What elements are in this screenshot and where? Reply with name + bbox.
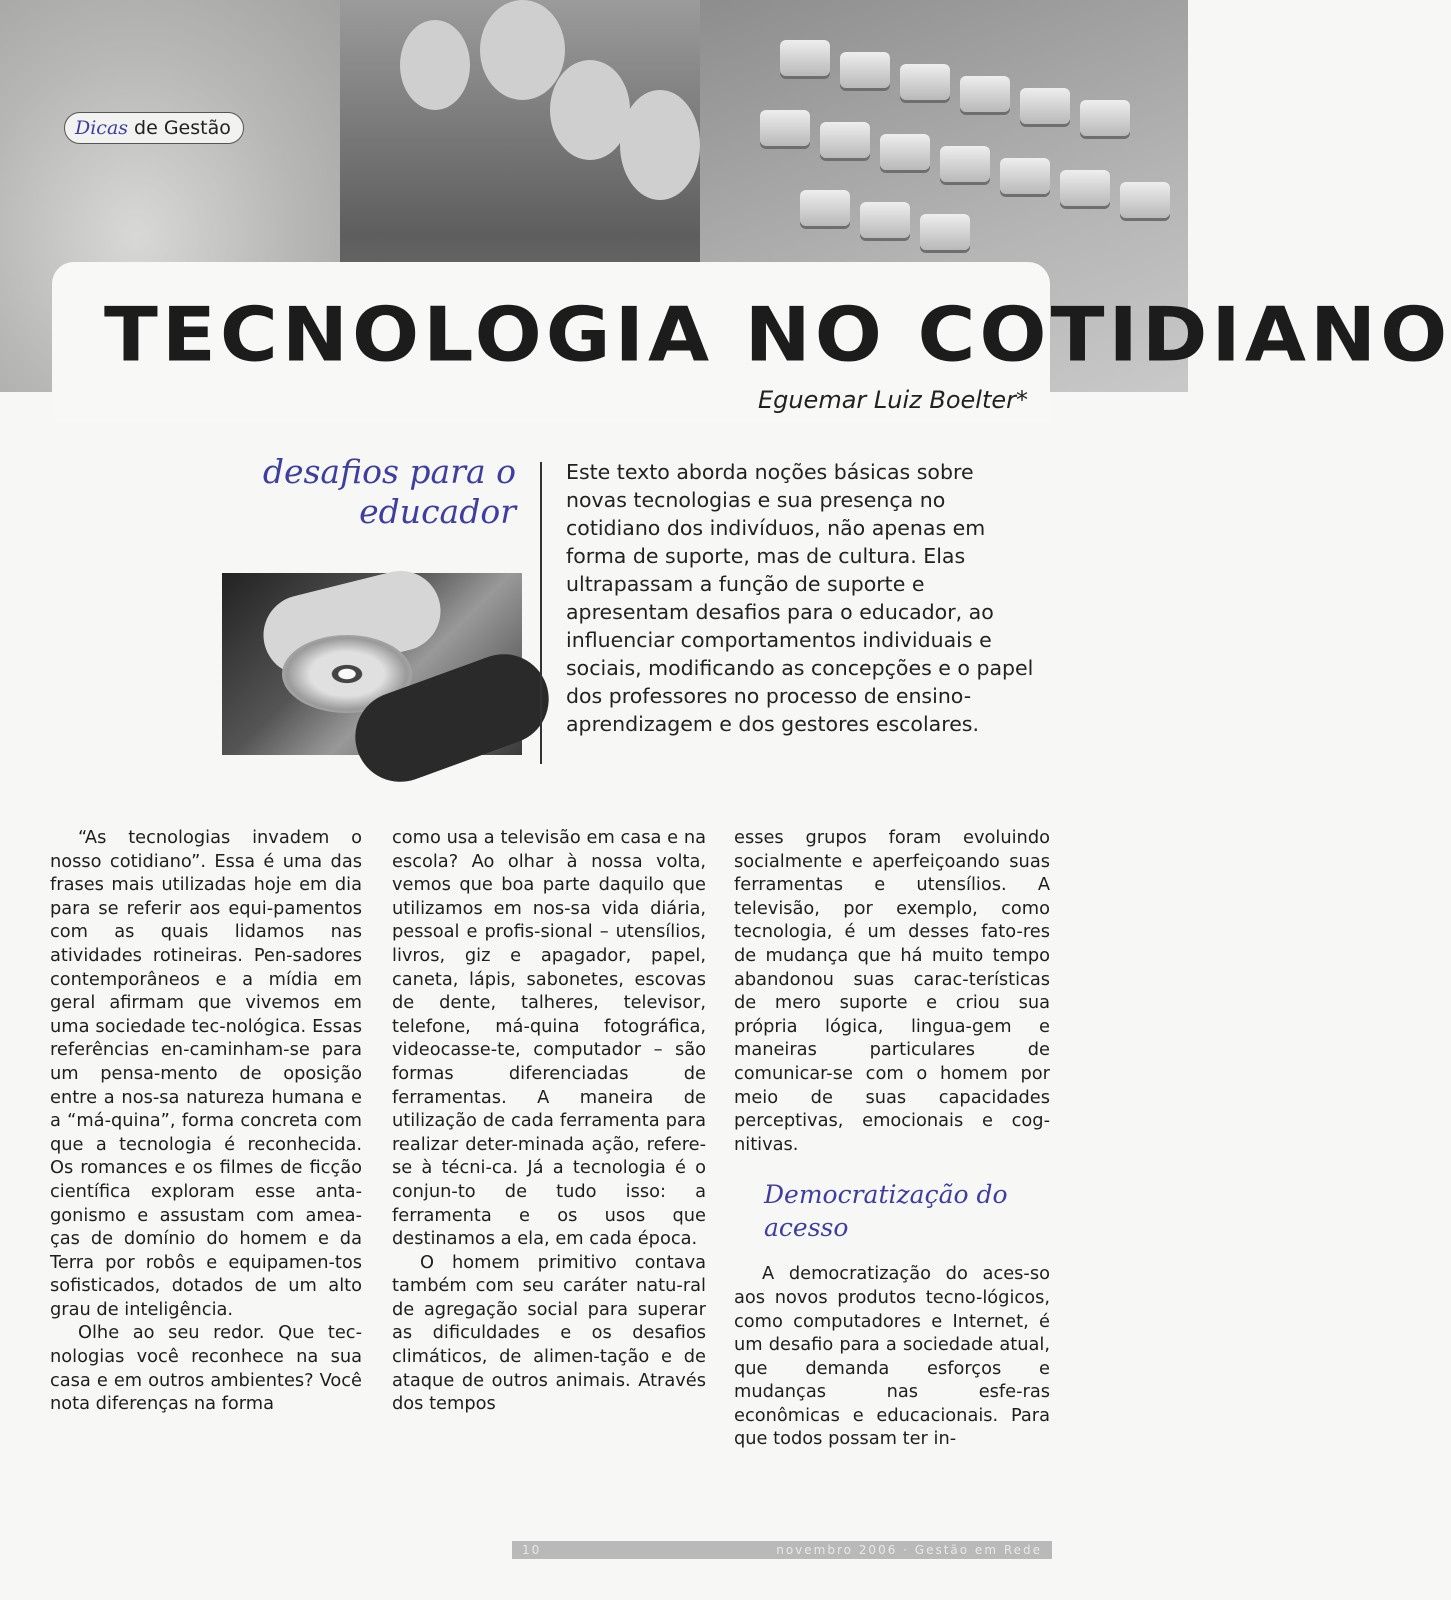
paragraph: “As tecnologias invadem o nosso cotidiano”. Essa é uma das frases mais utilizadas hoje em dia para se referir aos equi-pamentos com as quais lidamos nas atividades rotineiras. Pen-sadores contemporâneos e a mídia em geral afirmam que vivemos em uma sociedade tec-nológica. Essas referências en-caminham-se para um pensa-mento de oposição entre a nos-sa natureza humana e a “má-quina”, forma concreta com que a tecnologia é reconhecida. Os romances e os filmes de ficção científica exploram esse anta-gonismo e assustam com amea-ças de domínio do homem e da Terra por robôs e equipamen-tos sofisticados, dotados de um alto grau de inteligência. [50, 827, 362, 1320]
article-title: TECNOLOGIA NO COTIDIANO [104, 291, 1451, 379]
abstract: Este texto aborda noções básicas sobre novas tecnologias e sua presença no cotidiano dos indivíduos, não apenas em forma de suporte, mas de cultura. Elas ultrapassam a função de suporte e apresentam desafios para o educador, ao influenciar comportamentos individuais e sociais, modificando as concepções e o papel dos professores no processo de ensino-aprendizagem e dos gestores escolares. [566, 460, 1034, 736]
page-footer [512, 1541, 1052, 1559]
paragraph: Olhe ao seu redor. Que tec-nologias você reconhece na sua casa e em outros ambientes? Você nota diferenças na forma [50, 1322, 362, 1415]
paragraph: esses grupos foram evoluindo socialmente e aperfeiçoando suas ferramentas e utensílios. A televisão, por exemplo, como tecnologia, é um desses fato-res de mudança que há muito tempo abandonou suas carac-terísticas de mero suporte e criou sua própria lógica, lingua-gem e maneiras particulares de comunicar-se com o homem por meio de suas capacidades perceptivas, emocionais e cog-nitivas. [734, 827, 1050, 1155]
cd-photo [222, 573, 522, 755]
column-divider [540, 462, 542, 764]
section-heading: Democratização do acesso [764, 1180, 1008, 1243]
subtitle-line-1: desafios para o [262, 452, 516, 491]
subtitle [216, 452, 516, 532]
paragraph: A democratização do aces-so aos novos produtos tecno-lógicos, como computadores e Internet, é um desafio para a sociedade atual, que demanda esforços e mudanças nas esfe-ras econômicas e educacionais. Para que todos possam ter in- [734, 1263, 1050, 1450]
body-column-2 [392, 826, 706, 1416]
paragraph: como usa a televisão em casa e na escola? Ao olhar à nossa volta, vemos que boa parte daquilo que utilizamos em nos-sa vida diária, pessoal e profis-sional – utensílios, livros, giz e apagador, papel, caneta, lápis, sabonetes, escovas de dente, talheres, televisor, telefone, má-quina fotográfica, videocasse-te, computador – são formas diferenciadas de ferramentas. A maneira de utilização de cada ferramenta para realizar deter-minada ação, refere-se à técni-ca. Já a tecnologia é o conjun-to de tudo isso: a ferramenta e os usos que destinamos a ela, em cada época. [392, 827, 706, 1250]
author-byline: Eguemar Luiz Boelter* [757, 386, 1028, 414]
paragraph: O homem primitivo contava também com seu caráter natu-ral de agregação social para superar as dificuldades e os desafios climáticos, de alimen-tação e de ataque de outros animais. Através dos tempos [392, 1251, 706, 1415]
body-column-1 [50, 826, 362, 1416]
section-tag [64, 112, 244, 144]
section-tag-plain: de Gestão [134, 117, 231, 139]
subtitle-line-2: educador [359, 492, 516, 531]
body-column-3 [734, 826, 1050, 1451]
section-tag-script: Dicas [75, 117, 129, 139]
issue-info: novembro 2006 · Gestão em Rede [776, 1543, 1042, 1557]
page-number: 10 [522, 1543, 542, 1557]
